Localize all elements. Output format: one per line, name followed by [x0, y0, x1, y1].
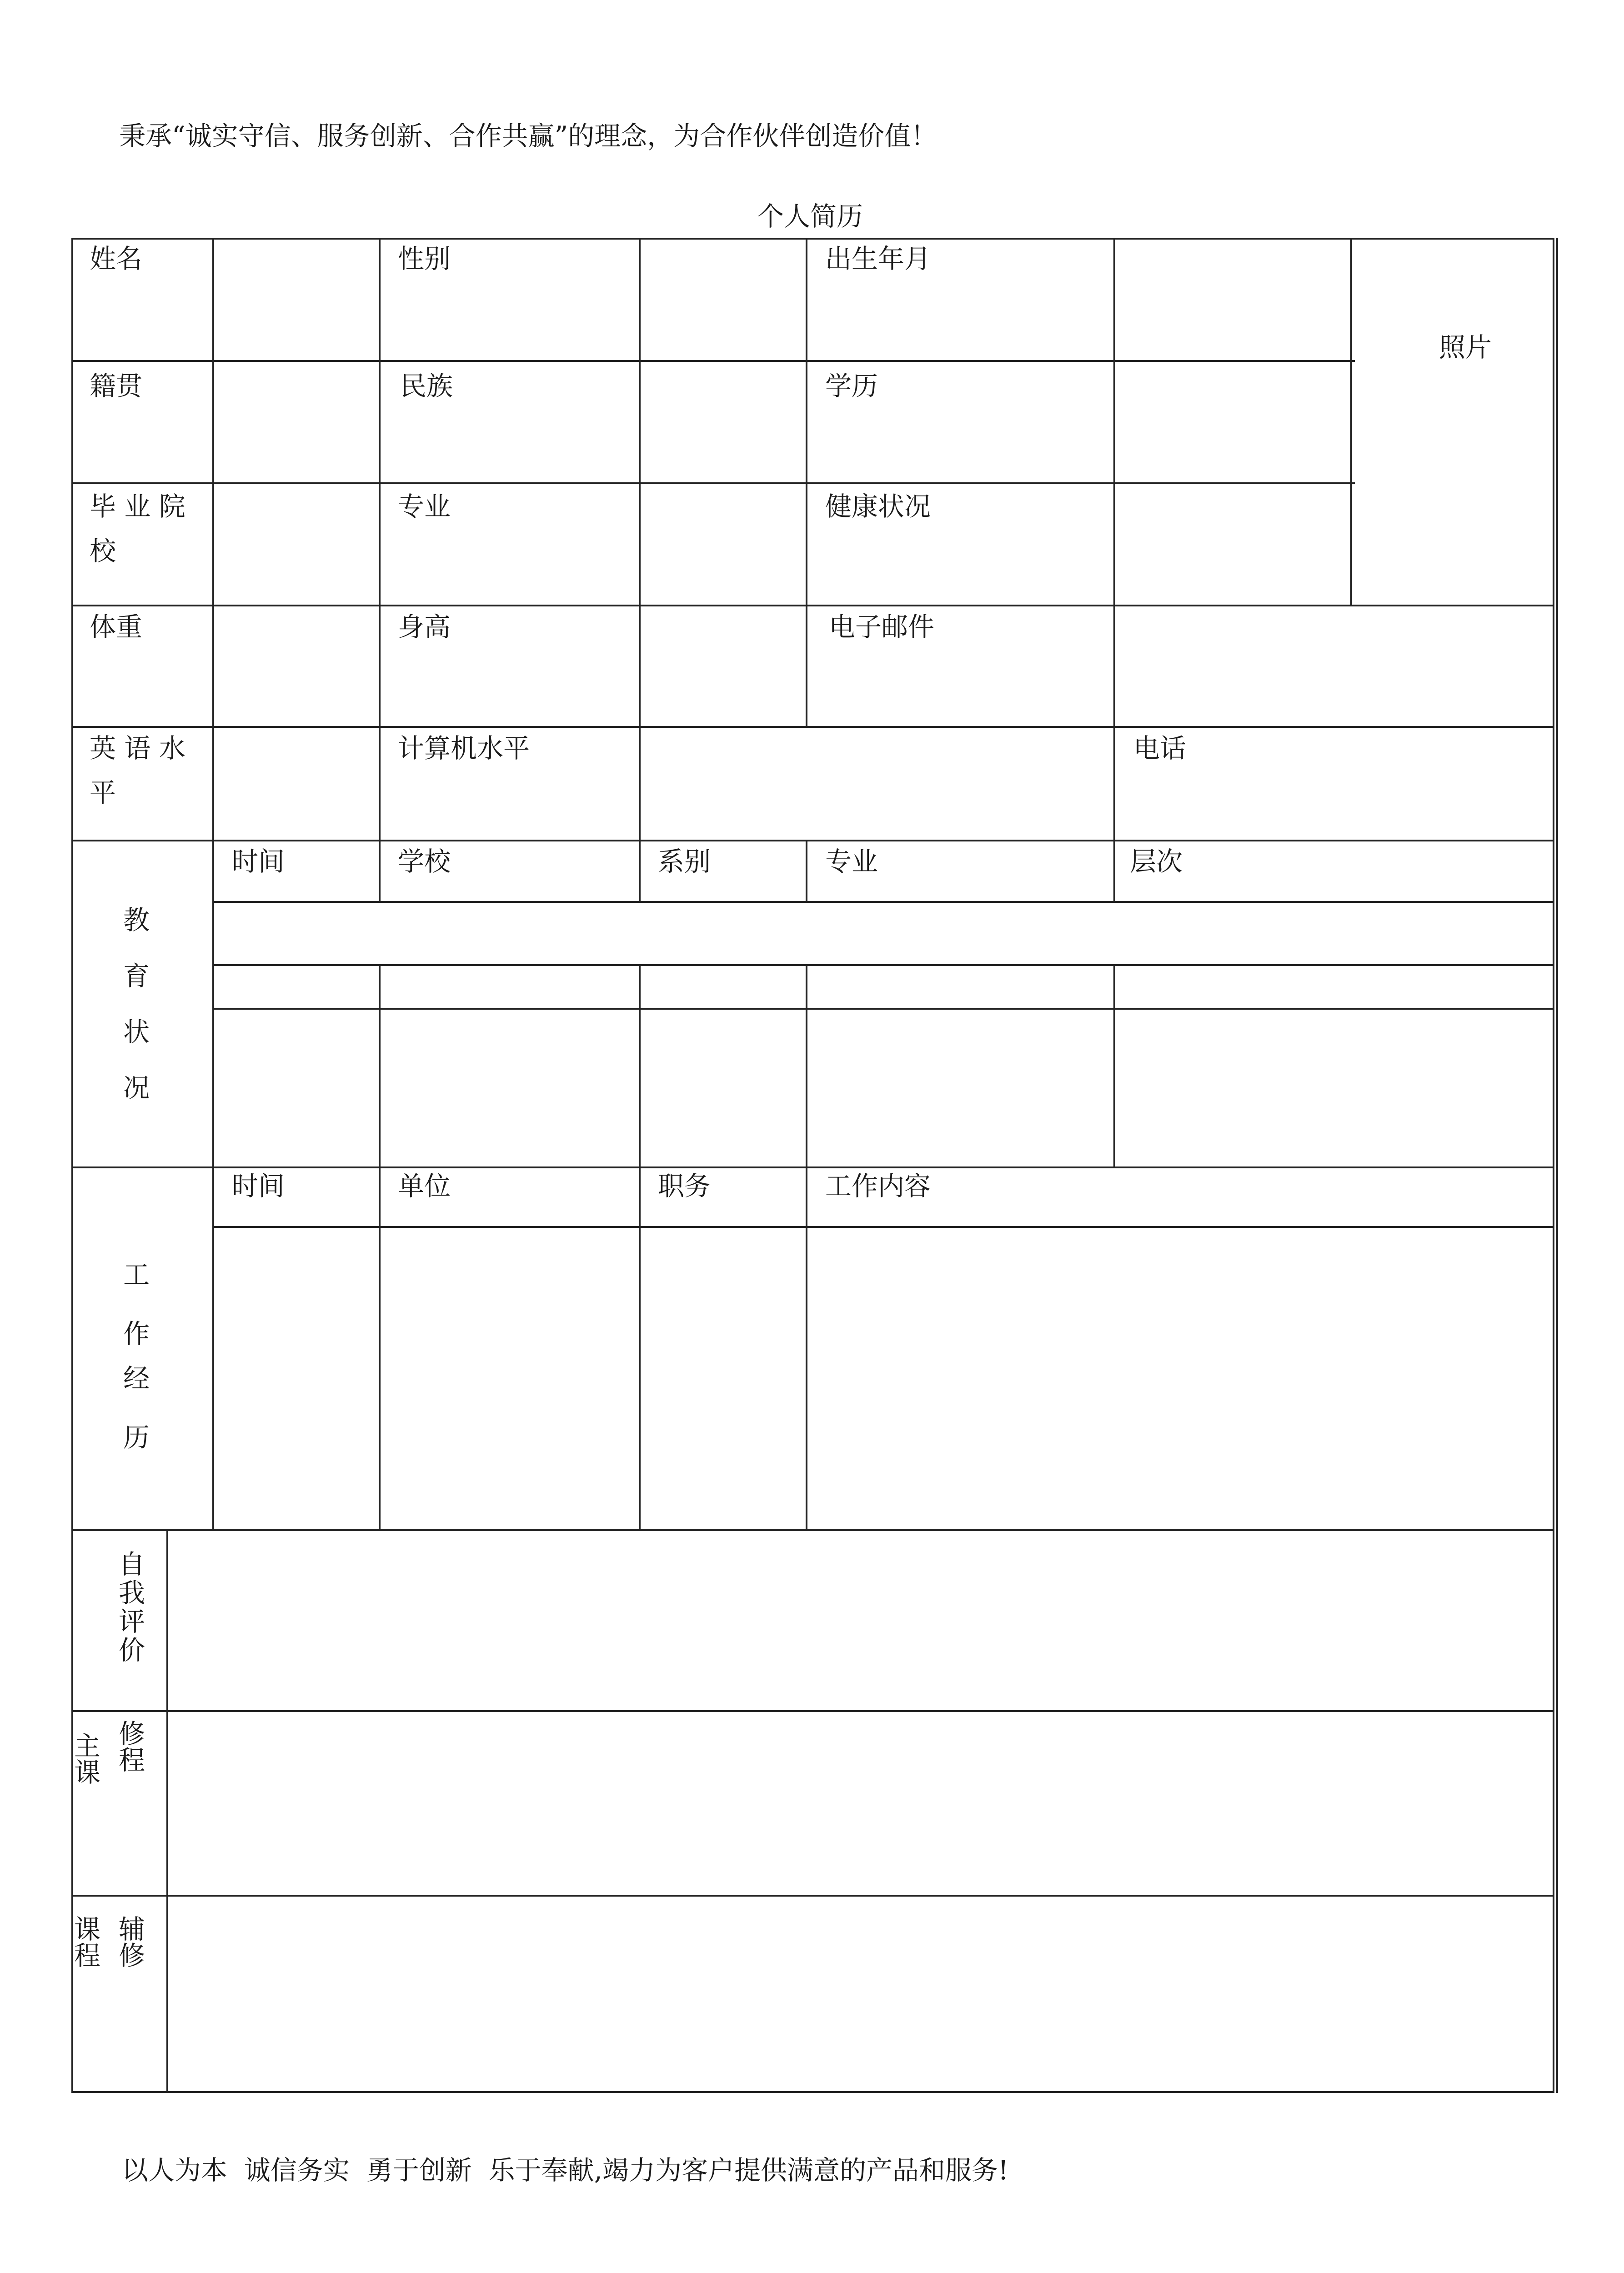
work-header-content: 工作内容 [825, 1171, 931, 1202]
grid-line [166, 1529, 168, 2092]
education-header-department: 系别 [658, 846, 711, 877]
table-border-top [71, 238, 1554, 240]
grid-line [639, 238, 641, 841]
grid-line [1113, 840, 1115, 902]
grid-line [639, 1167, 641, 1530]
education-header-level: 层次 [1130, 846, 1183, 877]
grid-line [212, 901, 1554, 903]
header-slogan: 秉承“诚实守信、服务创新、合作共赢”的理念，为合作伙伴创造价值！ [119, 120, 937, 151]
self-evaluation-label: 自 我 评 价 [118, 1549, 145, 1666]
label-height: 身高 [398, 611, 451, 642]
grid-line [806, 238, 807, 727]
grid-line [379, 1167, 381, 1530]
label-native-place: 籍贯 [90, 370, 143, 401]
resume-title: 个人简历 [757, 201, 863, 232]
education-section-label: 教 育 状 况 [123, 905, 150, 1103]
label-ethnicity: 民族 [400, 370, 453, 401]
grid-line [71, 840, 1554, 841]
grid-line [212, 238, 214, 841]
label-school-line2: 校 [90, 536, 116, 566]
grid-line [212, 840, 214, 1530]
grid-line [1350, 238, 1352, 606]
grid-line [639, 964, 641, 1167]
label-gender: 性别 [398, 243, 451, 274]
grid-line [379, 840, 381, 902]
grid-line [71, 1529, 1554, 1531]
table-border-bottom [71, 2091, 1554, 2093]
grid-line [1113, 964, 1115, 1167]
label-photo: 照片 [1439, 332, 1492, 363]
work-header-employer: 单位 [398, 1171, 451, 1202]
label-weight: 体重 [90, 611, 143, 642]
education-header-school: 学校 [398, 846, 451, 877]
grid-line [379, 238, 381, 841]
work-header-time: 时间 [232, 1171, 285, 1202]
grid-line [71, 482, 1355, 484]
grid-line [639, 840, 641, 902]
grid-line [71, 605, 1554, 606]
grid-line [71, 1710, 1554, 1712]
label-english-line1: 英 语 水 [90, 733, 185, 764]
table-border-left [71, 238, 73, 2093]
grid-line [806, 840, 807, 902]
education-header-major: 专业 [825, 846, 878, 877]
grid-line [806, 964, 807, 1167]
grid-line [212, 964, 1554, 966]
label-school-line1: 毕 业 院 [90, 491, 185, 522]
grid-line [212, 1008, 1554, 1010]
work-section-label: 工 作 经 历 [123, 1259, 150, 1453]
grid-line [379, 964, 381, 1167]
work-header-position: 职务 [658, 1171, 711, 1202]
grid-line [71, 360, 1355, 362]
grid-line [71, 1167, 1554, 1168]
footer-slogan: 以人为本 诚信务实 勇于创新 乐于奉献,竭力为客户提供满意的产品和服务! [122, 2155, 1009, 2186]
label-name: 姓名 [90, 243, 143, 274]
grid-line [1113, 238, 1115, 841]
label-health: 健康状况 [825, 491, 931, 522]
label-email: 电子邮件 [829, 611, 935, 642]
grid-line [71, 1895, 1554, 1897]
table-border-right [1553, 238, 1554, 2093]
grid-line [212, 1226, 1554, 1228]
label-education-level: 学历 [825, 370, 878, 401]
label-major: 专业 [398, 491, 451, 522]
label-computer: 计算机水平 [398, 733, 530, 764]
grid-line [806, 1167, 807, 1530]
label-birth: 出生年月 [825, 243, 931, 274]
label-phone: 电话 [1133, 733, 1187, 764]
education-header-time: 时间 [232, 846, 285, 877]
label-english-line2: 平 [90, 777, 116, 808]
table-border-right-outer [1556, 238, 1558, 2093]
grid-line [71, 726, 1554, 728]
